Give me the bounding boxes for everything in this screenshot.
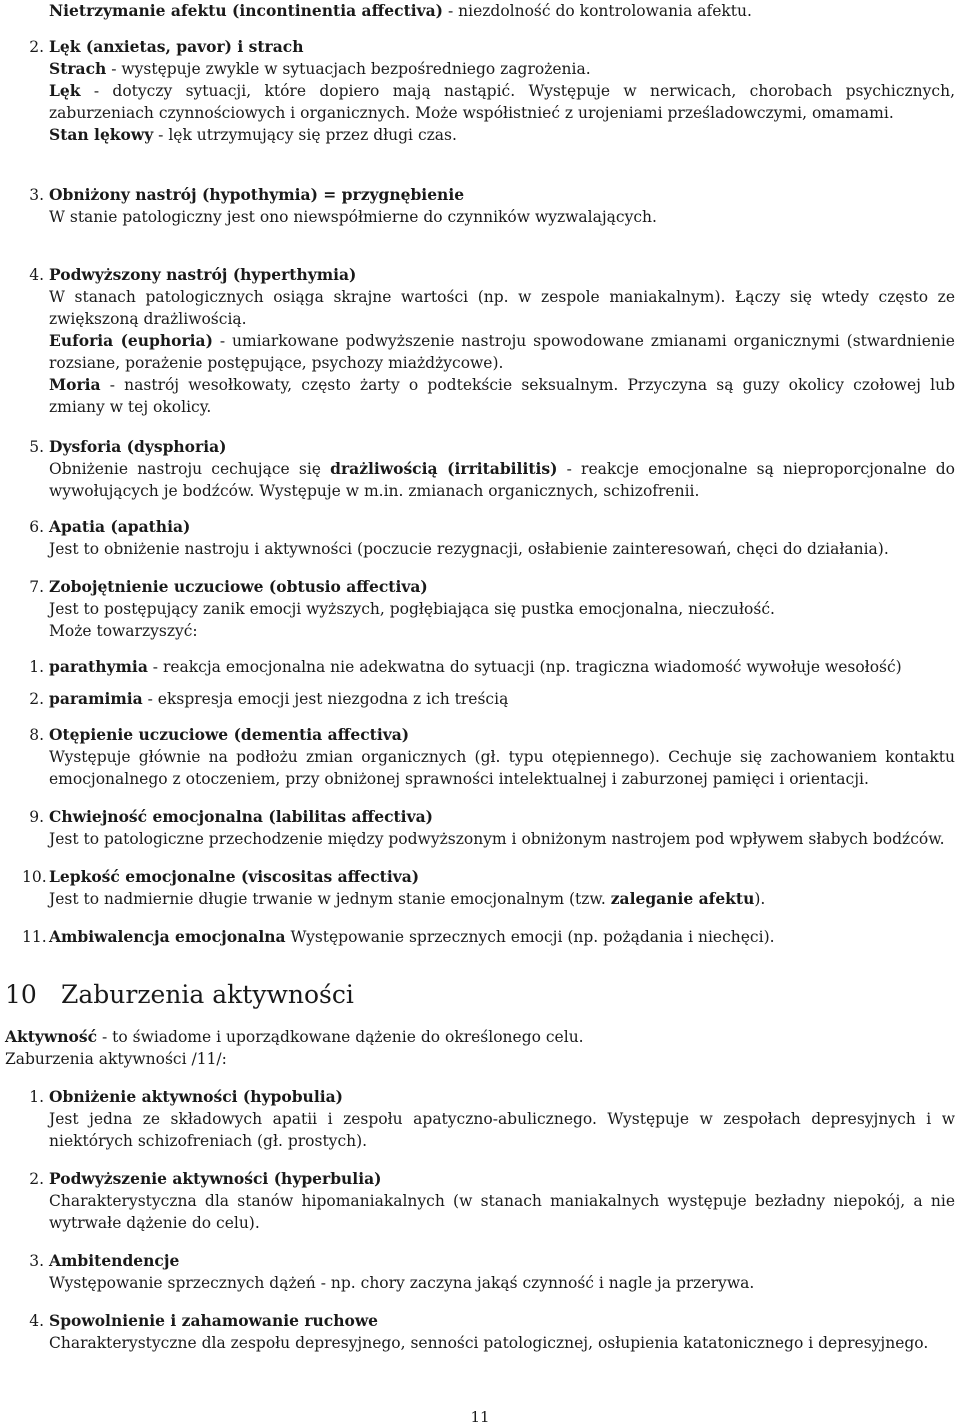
item-title: Podwyższony nastrój (hyperthymia) <box>49 265 357 284</box>
section-intro <box>5 1026 960 1070</box>
activity-item-4 <box>29 1310 955 1354</box>
term-euforia: Euforia (euphoria) <box>49 331 213 350</box>
list-item-6 <box>29 516 955 560</box>
sub-item-text: - reakcja emocjonalna nie adekwatna do sytuacji (np. tragiczna wiadomość wywołuje wesołość) <box>147 658 902 676</box>
sub-item-number: 2. <box>29 690 44 708</box>
item-number: 8. <box>29 726 44 744</box>
list-item-3 <box>29 184 955 228</box>
item-number: 2. <box>29 38 44 56</box>
item-text: Może towarzyszyć: <box>49 622 198 640</box>
list-item-2 <box>29 36 955 146</box>
item-text: Jest to obniżenie nastroju i aktywności (poczucie rezygnacji, osłabienie zainteresowań, chęci do działania). <box>49 540 889 558</box>
item-number: 3. <box>29 186 44 204</box>
paragraph-incontinentia <box>49 0 960 22</box>
activity-item-3 <box>29 1250 955 1294</box>
term-paramimia: paramimia <box>49 689 143 708</box>
list-item-8 <box>29 724 955 790</box>
item-text: Jest to nadmiernie długie trwanie w jednym stanie emocjonalnym (tzw. <box>49 890 611 908</box>
item-title: Lęk (anxietas, pavor) i strach <box>49 37 304 56</box>
list-item-10 <box>22 866 955 910</box>
item-number: 1. <box>29 1088 44 1106</box>
item-text: Występuje głównie na podłożu zmian organicznych (gł. typu otępiennego). Cechuje się zachowaniem kontaktu emocjonalnego z otoczeniem, przy obniżonej sprawności intelektualnej i zaburzonej pamięci i orientacji. <box>49 748 955 788</box>
term-zaleganie-afektu: zaleganie afektu <box>610 889 755 908</box>
item-text: ). <box>754 890 766 908</box>
section-title: Zaburzenia aktywności <box>61 980 354 1009</box>
item-text: Jest to patologiczne przechodzenie między podwyższonym i obniżonym nastrojem pod wpływem słabych bodźców. <box>49 830 945 848</box>
item-title: Dysforia (dysphoria) <box>49 437 227 456</box>
item-text: - lęk utrzymujący się przez długi czas. <box>153 126 457 144</box>
list-item-11 <box>22 926 955 948</box>
item-title: Zobojętnienie uczuciowe (obtusio affectiva) <box>49 577 428 596</box>
term-drazliwosc: drażliwością (irritabilitis) <box>330 459 558 478</box>
item-number: 7. <box>29 578 44 596</box>
item-title: Spowolnienie i zahamowanie ruchowe <box>49 1311 379 1330</box>
item-text: Obniżenie nastroju cechujące się <box>49 460 331 478</box>
item-text: - umiarkowane podwyższenie nastroju spowodowane zmianami organicznymi (stwardnienie rozsiane, porażenie postępujące, psychozy miażdżycowe). <box>49 332 955 372</box>
section-number: 10 <box>5 980 37 1009</box>
item-text: W stanach patologicznych osiąga skrajne wartości (np. w zespole maniakalnym). Łączy się wtedy często ze zwiększoną drażliwością. <box>49 288 955 328</box>
list-item-7 <box>29 576 955 642</box>
item-text: Występowanie sprzecznych dążeń - np. chory zaczyna jakąś czynność i nagle ja przerywa. <box>49 1274 755 1292</box>
item-number: 4. <box>29 1312 44 1330</box>
item-number: 6. <box>29 518 44 536</box>
term-strach: Strach <box>49 59 107 78</box>
item-text: - nastrój wesołkowaty, często żarty o podtekście seksualnym. Przyczyna są guzy okolicy czołowej lub zmiany w tej okolicy. <box>49 376 955 416</box>
item-number: 5. <box>29 438 44 456</box>
term-stan-lekowy: Stan lękowy <box>49 125 154 144</box>
item-title: Otępienie uczuciowe (dementia affectiva) <box>49 725 410 744</box>
sub-item-text: - ekspresja emocji jest niezgodna z ich treścią <box>142 690 509 708</box>
term-parathymia: parathymia <box>49 657 148 676</box>
term-moria: Moria <box>49 375 101 394</box>
section-heading <box>5 980 354 1010</box>
item-text: - dotyczy sytuacji, które dopiero mają nastąpić. Występuje w nerwicach, chorobach psychicznych, zaburzeniach czynnościowych i organicznych. Może współistnieć z urojeniami prześladowczymi, omamami. <box>49 82 955 122</box>
list-item-4 <box>29 264 955 418</box>
item-text: Występowanie sprzecznych emocji (np. pożądania i niechęci). <box>285 928 775 946</box>
activity-item-2 <box>29 1168 955 1234</box>
activity-item-1 <box>29 1086 955 1152</box>
term-lek: Lęk <box>49 81 81 100</box>
item-number: 10. <box>22 868 47 886</box>
item-title: Lepkość emocjonalne (viscositas affectiva) <box>49 867 420 886</box>
item-number: 9. <box>29 808 44 826</box>
item-title: Obniżenie aktywności (hypobulia) <box>49 1087 343 1106</box>
item-text: - występuje zwykle w sytuacjach bezpośredniego zagrożenia. <box>106 60 591 78</box>
item-title: Ambiwalencja emocjonalna <box>49 927 286 946</box>
intro-list-label: Zaburzenia aktywności /11/: <box>5 1050 227 1068</box>
item-number: 11. <box>22 928 47 946</box>
item-text: - reakcje emocjonalne są nieproporcjonalne do wywołujących je bodźców. Występuje w m.in. zmianach organicznych, schizofrenii. <box>49 460 956 500</box>
item-text: Charakterystyczna dla stanów hipomaniakalnych (w stanach maniakalnych występuje bezładny niepokój, a nie wytrwałe dążenie do celu). <box>49 1192 955 1232</box>
item-title: Obniżony nastrój (hypothymia) = przygnębienie <box>49 185 465 204</box>
intro-text: - to świadome i uporządkowane dążenie do określonego celu. <box>97 1028 584 1046</box>
item-title: Podwyższenie aktywności (hyperbulia) <box>49 1169 382 1188</box>
item-title: Ambitendencje <box>49 1251 180 1270</box>
item-number: 2. <box>29 1170 44 1188</box>
item-text: W stanie patologiczny jest ono niewspółmierne do czynników wyzwalających. <box>49 208 657 226</box>
item-text: Jest jedna ze składowych apatii i zespołu apatyczno-abulicznego. Występuje w zespołach depresyjnych i w niektórych schizofreniach (gł. prostych). <box>49 1110 955 1150</box>
item-title: Apatia (apathia) <box>49 517 191 536</box>
page-number: 11 <box>470 1408 490 1426</box>
sub-item-number: 1. <box>29 658 44 676</box>
sub-item-parathymia <box>29 656 902 678</box>
item-text: Charakterystyczne dla zespołu depresyjnego, senności patologicznej, osłupienia katatonicznego i depresyjnego. <box>49 1334 929 1352</box>
sub-item-paramimia <box>29 688 509 710</box>
item-number: 3. <box>29 1252 44 1270</box>
term-incontinentia: Nietrzymanie afektu (incontinentia affectiva) <box>49 1 444 20</box>
item-title: Chwiejność emocjonalna (labilitas affectiva) <box>49 807 433 826</box>
item-text: Jest to postępujący zanik emocji wyższych, pogłębiająca się pustka emocjonalna, nieczułość. <box>49 600 775 618</box>
list-item-5 <box>29 436 956 502</box>
definition-text: - niezdolność do kontrolowania afektu. <box>443 2 752 20</box>
item-number: 4. <box>29 266 44 284</box>
term-aktywnosc: Aktywność <box>5 1027 98 1046</box>
list-item-9 <box>29 806 955 850</box>
